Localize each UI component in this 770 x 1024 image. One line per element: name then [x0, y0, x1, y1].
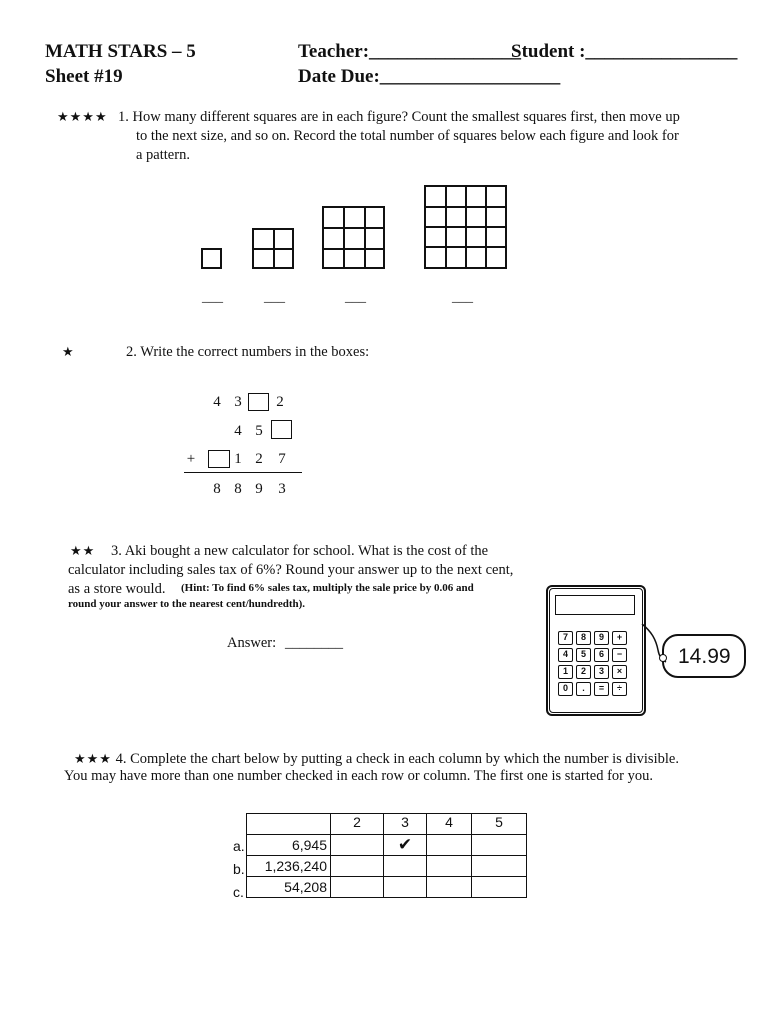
- price-tag: [662, 634, 746, 678]
- addition-problem: [180, 390, 310, 502]
- number-cell: 6,945: [247, 835, 331, 856]
- digit: 5: [255, 423, 263, 439]
- check-cell[interactable]: [427, 835, 472, 856]
- table-row: [247, 877, 527, 898]
- check-cell[interactable]: [472, 835, 527, 856]
- q1-line1: 1. How many different squares are in each figure? Count the smallest squares first, then move up: [118, 109, 680, 125]
- q4-line1: 4. Complete the chart below by putting a check in each column by which the number is divisible.: [115, 751, 679, 767]
- square-figure-3x3: [322, 206, 385, 269]
- calculator-key: 2: [576, 665, 591, 679]
- check-cell[interactable]: [331, 856, 384, 877]
- q3-line3: as a store would.: [68, 581, 166, 597]
- q1-answer-blank-1[interactable]: ___: [202, 290, 223, 305]
- calculator-display: [555, 595, 635, 615]
- q3-stars: ★★: [70, 543, 96, 558]
- q1-answer-blank-4[interactable]: ___: [452, 290, 473, 305]
- q3-hint-line1: (Hint: To find 6% sales tax, multiply the sale price by 0.06 and: [181, 582, 474, 594]
- digit: 8: [213, 481, 221, 497]
- square-figure-1x1: [201, 248, 222, 269]
- row-label-a: a.: [233, 838, 245, 854]
- q4-line2: You may have more than one number checked in each row or column. The first one is started for you.: [64, 768, 653, 784]
- check-cell[interactable]: [331, 877, 384, 898]
- answer-box-ones[interactable]: [271, 420, 292, 439]
- square-figure-4x4: [424, 185, 507, 269]
- q4-stars: ★★★: [74, 751, 112, 766]
- number-cell: 1,236,240: [247, 856, 331, 877]
- q2-prompt: 2. Write the correct numbers in the boxes:: [126, 344, 370, 360]
- digit: 4: [234, 423, 242, 439]
- teacher-field[interactable]: Teacher:________________: [298, 41, 522, 62]
- calculator-key: +: [612, 631, 627, 645]
- calculator-key: ÷: [612, 682, 627, 696]
- q3-answer-label: Answer:: [227, 635, 277, 651]
- calculator-key: 1: [558, 665, 573, 679]
- digit: 7: [278, 451, 286, 467]
- divisibility-table: [246, 813, 527, 898]
- digit: 8: [234, 481, 242, 497]
- header-blank-cell: [247, 814, 331, 835]
- date-due-field[interactable]: Date Due:___________________: [298, 66, 561, 87]
- tag-hole-icon: [659, 654, 667, 662]
- calculator-key: 3: [594, 665, 609, 679]
- check-cell[interactable]: ✔: [384, 835, 427, 856]
- column-header-4: 4: [427, 814, 472, 835]
- digit: 1: [234, 451, 242, 467]
- q3-line1: 3. Aki bought a new calculator for school. What is the cost of the: [111, 543, 489, 559]
- calculator-key: 7: [558, 631, 573, 645]
- check-cell[interactable]: [331, 835, 384, 856]
- digit: 3: [278, 481, 286, 497]
- q4-line1-block: [74, 749, 679, 769]
- table-row: [247, 835, 527, 856]
- check-cell[interactable]: [427, 877, 472, 898]
- column-header-3: 3: [384, 814, 427, 835]
- calculator-key: ×: [612, 665, 627, 679]
- calculator-key: 5: [576, 648, 591, 662]
- calculator-key: −: [612, 648, 627, 662]
- digit: 2: [255, 451, 263, 467]
- q1-answer-blank-3[interactable]: ___: [345, 290, 366, 305]
- calculator-key: 4: [558, 648, 573, 662]
- calculator-key: 6: [594, 648, 609, 662]
- sheet-number: Sheet #19: [45, 66, 123, 87]
- check-cell[interactable]: [472, 856, 527, 877]
- number-cell: 54,208: [247, 877, 331, 898]
- calculator-keypad: [555, 629, 635, 703]
- check-cell[interactable]: [384, 877, 427, 898]
- column-header-5: 5: [472, 814, 527, 835]
- worksheet-title: MATH STARS – 5: [45, 41, 196, 62]
- q3-line2: calculator including sales tax of 6%? Round your answer up to the next cent,: [68, 562, 514, 578]
- q1-answer-blank-2[interactable]: ___: [264, 290, 285, 305]
- row-label-b: b.: [233, 861, 245, 877]
- check-cell[interactable]: [427, 856, 472, 877]
- calculator-key: .: [576, 682, 591, 696]
- column-header-2: 2: [331, 814, 384, 835]
- calculator-key: 8: [576, 631, 591, 645]
- calculator-key: 0: [558, 682, 573, 696]
- digit: 4: [213, 394, 221, 410]
- q3-hint-line2: round your answer to the nearest cent/hundredth).: [68, 598, 306, 610]
- calculator-key: 9: [594, 631, 609, 645]
- q1-line2: to the next size, and so on. Record the total number of squares below each figure and look for: [136, 128, 679, 144]
- digit: 3: [234, 394, 242, 410]
- sum-line: [184, 472, 302, 473]
- digit: 2: [276, 394, 284, 410]
- plus-sign: +: [186, 451, 196, 467]
- table-row: [247, 856, 527, 877]
- answer-box-hundreds[interactable]: [248, 393, 269, 411]
- calculator-illustration: [546, 585, 646, 717]
- q1-line3: a pattern.: [136, 147, 190, 163]
- q3-answer-blank[interactable]: ________: [285, 635, 343, 651]
- square-figure-2x2: [252, 228, 294, 269]
- q2-stars: ★: [62, 344, 75, 359]
- digit: 9: [255, 481, 263, 497]
- q1-stars: ★★★★: [57, 109, 108, 124]
- check-cell[interactable]: [472, 877, 527, 898]
- student-field[interactable]: Student :________________: [511, 41, 738, 62]
- calculator-key: =: [594, 682, 609, 696]
- table-header-row: [247, 814, 527, 835]
- check-cell[interactable]: [384, 856, 427, 877]
- price-tag-value: 14.99: [678, 645, 731, 668]
- answer-box-thousands[interactable]: [208, 450, 230, 468]
- row-label-c: c.: [233, 884, 244, 900]
